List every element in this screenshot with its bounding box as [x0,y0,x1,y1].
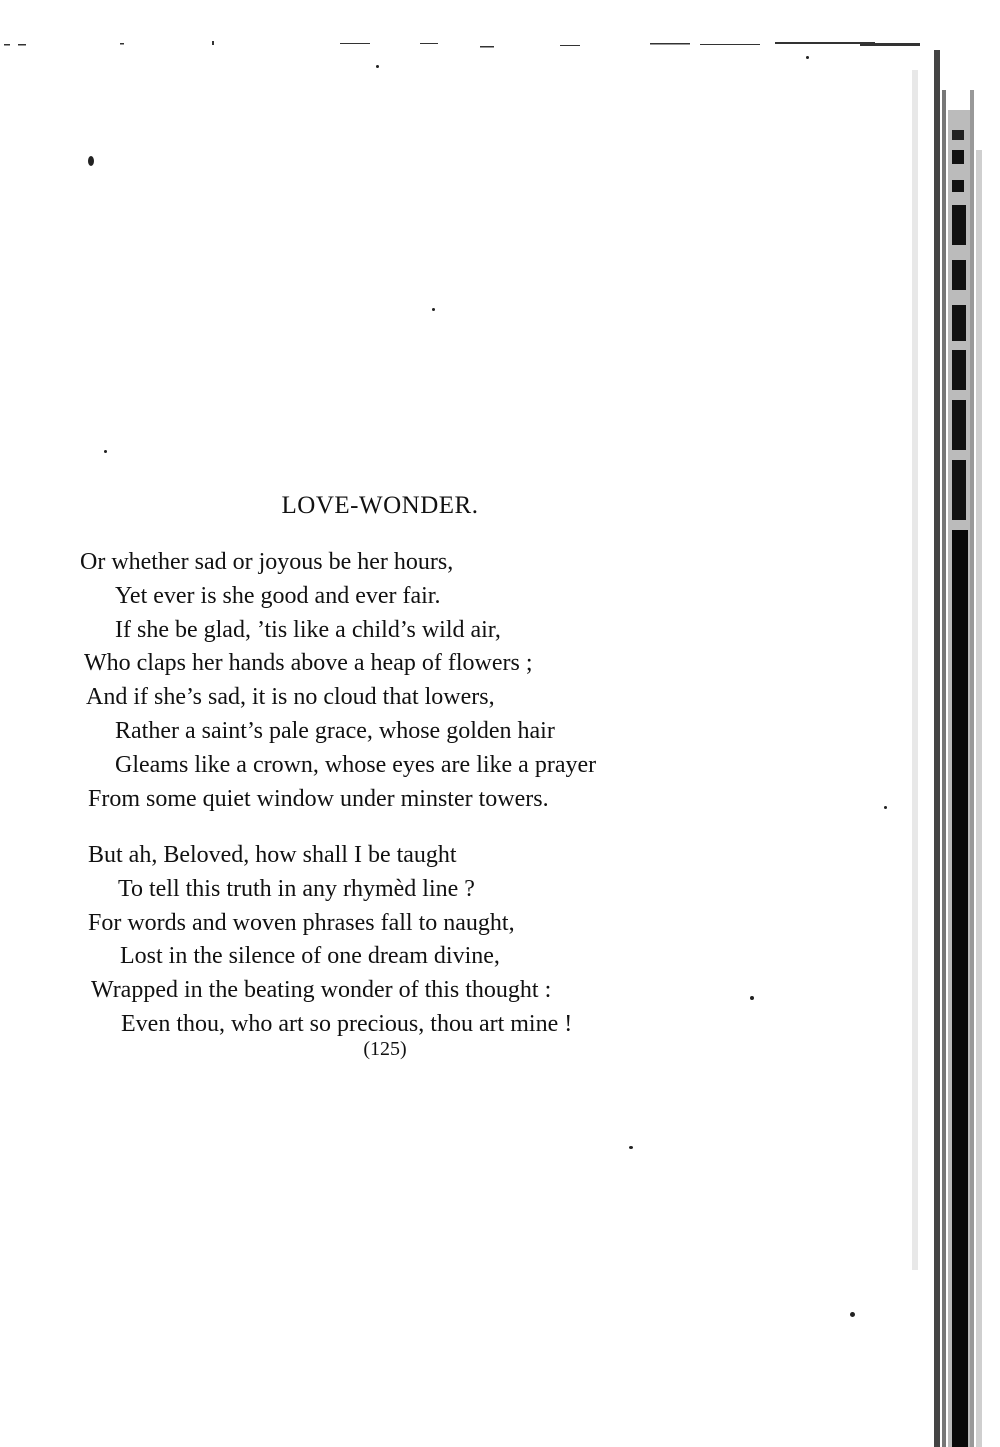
speck [88,156,94,166]
speck [432,308,435,311]
poem-line: Yet ever is she good and ever fair. [115,582,441,609]
binding-edge [912,50,1000,1447]
poem-line: Even thou, who art so precious, thou art mine ! [121,1010,573,1037]
poem-line: And if she’s sad, it is no cloud that lowers, [86,684,495,711]
speck [850,1312,855,1317]
stanza-2 [0,839,900,1042]
poem-line: To tell this truth in any rhymèd line ? [118,875,475,902]
speck [376,65,379,68]
speck [104,450,107,453]
poem-line: Lost in the silence of one dream divine, [120,943,500,970]
stanza-1 [0,546,900,816]
page-number: (125) [363,1038,407,1060]
top-edge-specks [0,38,930,50]
poem-line: Who claps her hands above a heap of flowers ; [84,650,533,677]
poem-line: But ah, Beloved, how shall I be taught [88,842,457,868]
poem-line: From some quiet window under minster towers. [88,785,549,812]
poem-line: For words and woven phrases fall to naught, [88,909,515,936]
poem-line: If she be glad, ’tis like a child’s wild air, [115,616,501,643]
speck [629,1146,633,1149]
speck [806,56,809,59]
poem-line: Wrapped in the beating wonder of this thought : [91,977,552,1004]
poem-line: Rather a saint’s pale grace, whose golden hair [115,717,555,744]
poem-title: LOVE-WONDER. [281,492,479,519]
poem-line: Gleams like a crown, whose eyes are like a prayer [115,751,597,778]
poem-line: Or whether sad or joyous be her hours, [80,549,454,575]
